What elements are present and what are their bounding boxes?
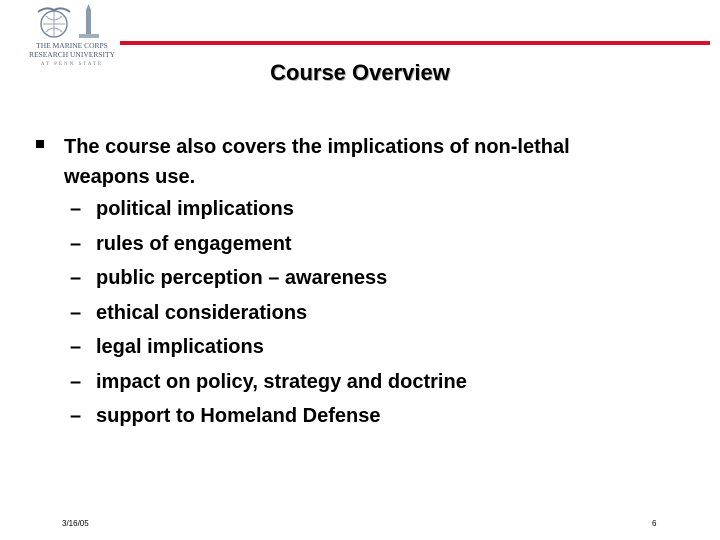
dash-bullet: – — [70, 232, 82, 255]
slide-title: Course Overview — [270, 60, 450, 85]
list-item — [36, 296, 676, 331]
dash-bullet: – — [70, 336, 82, 358]
list-item — [36, 399, 676, 434]
logo-line-1: THE MARINE CORPS — [36, 41, 108, 50]
footer-date: 3/16/05 — [62, 519, 89, 528]
dash-bullet: – — [70, 267, 82, 289]
list-item — [36, 261, 676, 296]
main-bullet — [36, 132, 676, 192]
logo-line-3: AT PENN STATE — [40, 62, 104, 67]
sub-bullet-list — [36, 192, 676, 434]
list-item-text: ethical considerations — [96, 301, 308, 324]
list-item — [36, 365, 676, 400]
list-item-text: political implications — [96, 198, 294, 220]
square-bullet-icon — [36, 140, 44, 148]
list-item-text: rules of engagement — [96, 232, 292, 255]
list-item-text: impact on policy, strategy and doctrine — [96, 370, 467, 393]
dash-bullet: – — [70, 198, 82, 220]
list-item — [36, 192, 676, 227]
dash-bullet: – — [70, 301, 82, 324]
logo-line-2: RESEARCH UNIVERSITY — [28, 50, 116, 59]
dash-bullet: – — [70, 370, 82, 393]
list-item-text: public perception – awareness — [96, 267, 388, 289]
list-item-text: legal implications — [96, 336, 264, 358]
page-number: 6 — [652, 519, 657, 528]
list-item — [36, 330, 676, 365]
list-item — [36, 227, 676, 262]
list-item-text: support to Homeland Defense — [96, 405, 381, 427]
slide-body — [36, 132, 676, 434]
dash-bullet: – — [70, 405, 82, 427]
main-bullet-text: The course also covers the implications of non-lethal weapons use. — [64, 136, 570, 188]
header-divider — [120, 41, 710, 45]
